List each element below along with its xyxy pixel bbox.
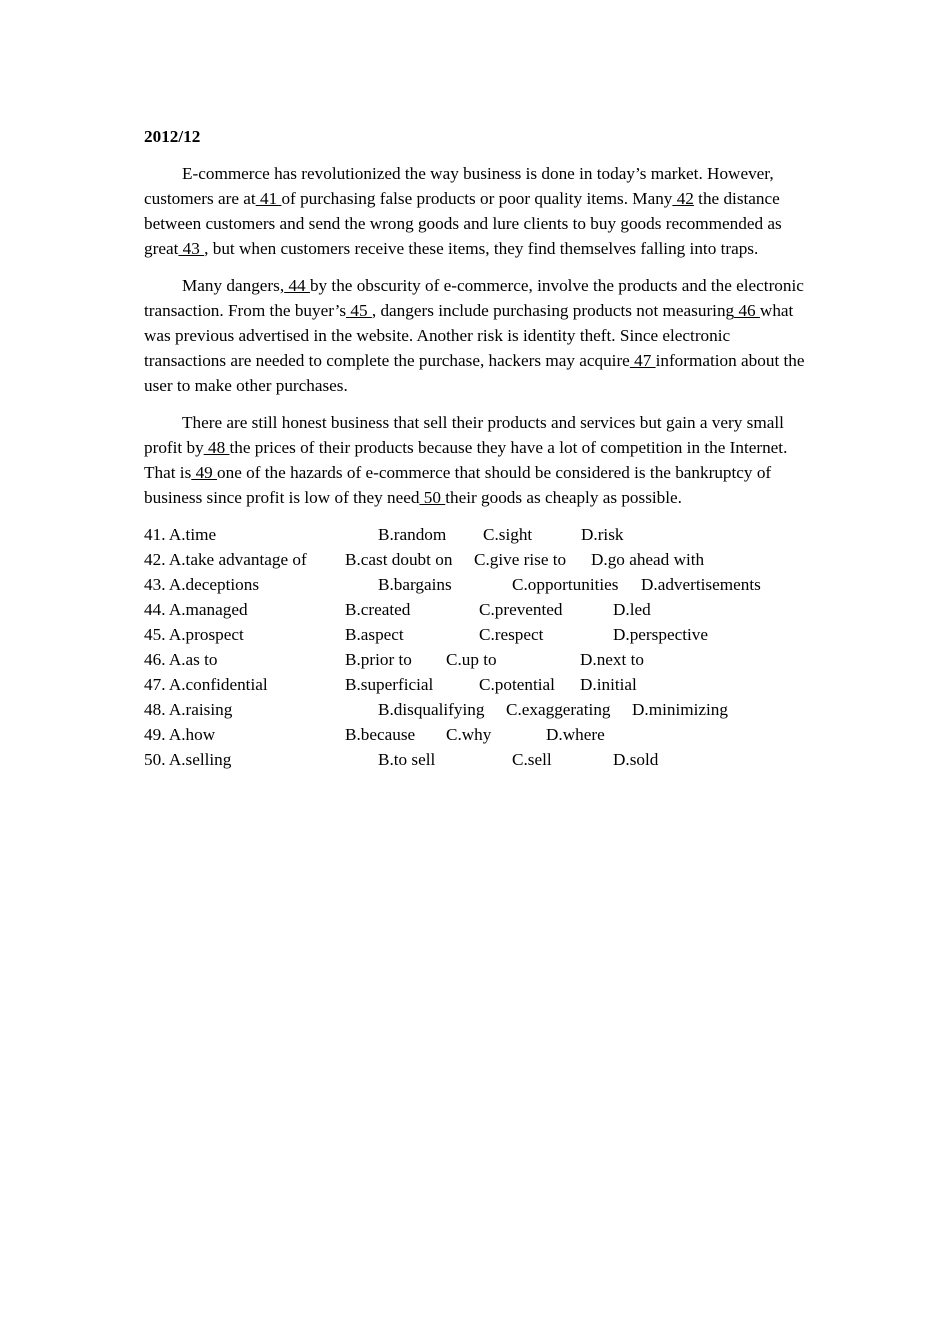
option-a: 46. A.as to <box>144 650 218 669</box>
option-a: 49. A.how <box>144 725 216 744</box>
blank-47: 47 <box>629 351 656 370</box>
option-row-50 <box>144 747 812 772</box>
option-d: D.sold <box>613 750 659 769</box>
option-d: D.perspective <box>613 625 708 644</box>
option-a: 43. A.deceptions <box>144 575 260 594</box>
text: , but when customers receive these items, they find themselves falling into traps. <box>204 239 759 258</box>
option-c: C.exaggerating <box>506 700 611 719</box>
option-a: 42. A.take advantage of <box>144 550 307 569</box>
option-a: 48. A.raising <box>144 700 233 719</box>
document-title: 2012/12 <box>144 127 201 146</box>
option-a: 50. A.selling <box>144 750 232 769</box>
option-row-45 <box>144 622 812 647</box>
option-b: B.prior to <box>345 650 412 669</box>
option-d: D.initial <box>580 675 637 694</box>
options-list <box>144 522 812 772</box>
text: one of the hazards of e-commerce that should be considered is the bankruptcy of business since profit is low of they need <box>144 463 772 507</box>
text: There are still honest business that sell their products and services but gain a very small profit by <box>144 413 784 457</box>
option-b: B.superficial <box>345 675 434 694</box>
option-b: B.cast doubt on <box>345 550 453 569</box>
text: information about the user to make other purchases. <box>144 351 805 395</box>
option-a: 41. A.time <box>144 525 217 544</box>
option-row-43 <box>144 572 812 597</box>
option-d: D.go ahead with <box>591 550 705 569</box>
option-c: C.respect <box>479 625 544 644</box>
text: by the obscurity of e-commerce, involve the products and the electronic transaction. From the buyer’s <box>144 276 804 320</box>
option-b: B.aspect <box>345 625 404 644</box>
option-b: B.disqualifying <box>378 700 485 719</box>
option-d: D.advertisements <box>641 575 761 594</box>
option-d: D.where <box>546 725 605 744</box>
option-a: 45. A.prospect <box>144 625 244 644</box>
option-row-41 <box>144 522 812 547</box>
option-d: D.led <box>613 600 651 619</box>
option-c: C.up to <box>446 650 497 669</box>
option-c: C.sight <box>483 525 533 544</box>
blank-41: 41 <box>255 189 282 208</box>
option-row-48 <box>144 697 812 722</box>
option-d: D.minimizing <box>632 700 728 719</box>
text: Many dangers, <box>182 276 285 295</box>
option-row-47 <box>144 672 812 697</box>
blank-48: 48 <box>203 438 230 457</box>
document-body <box>144 124 812 772</box>
option-c: C.give rise to <box>474 550 567 569</box>
blank-43: 43 <box>178 239 205 258</box>
option-b: B.because <box>345 725 416 744</box>
option-d: D.next to <box>580 650 644 669</box>
option-row-46 <box>144 647 812 672</box>
text: their goods as cheaply as possible. <box>445 488 682 507</box>
option-d: D.risk <box>581 525 624 544</box>
option-row-42 <box>144 547 812 572</box>
paragraph-1 <box>144 161 812 261</box>
blank-42: 42 <box>672 189 694 208</box>
text: , dangers include purchasing products not measuring <box>371 301 735 320</box>
option-b: B.created <box>345 600 411 619</box>
option-row-49 <box>144 722 812 747</box>
paragraph-3 <box>144 410 812 510</box>
blank-50: 50 <box>419 488 446 507</box>
option-a: 47. A.confidential <box>144 675 268 694</box>
option-b: B.random <box>378 525 447 544</box>
text: E-commerce has revolutionized the way business is done in today’s market. However, customers are at <box>144 164 774 208</box>
option-row-44 <box>144 597 812 622</box>
option-c: C.why <box>446 725 492 744</box>
paragraph-2 <box>144 273 812 398</box>
option-c: C.prevented <box>479 600 563 619</box>
option-b: B.to sell <box>378 750 436 769</box>
option-c: C.sell <box>512 750 552 769</box>
option-c: C.potential <box>479 675 555 694</box>
option-b: B.bargains <box>378 575 452 594</box>
blank-45: 45 <box>346 301 372 320</box>
option-a: 44. A.managed <box>144 600 248 619</box>
text: what was previous advertised in the website. Another risk is identity theft. Since electronic transactions are needed to complete the purchase, hackers may acquire <box>144 301 794 370</box>
text: the prices of their products because they have a lot of competition in the Internet. That is <box>144 438 788 482</box>
option-c: C.opportunities <box>512 575 619 594</box>
blank-44: 44 <box>284 276 310 295</box>
blank-46: 46 <box>734 301 760 320</box>
text: of purchasing false products or poor quality items. Many <box>281 189 673 208</box>
blank-49: 49 <box>191 463 218 482</box>
text: the distance between customers and send the wrong goods and lure clients to buy goods recommended as great <box>144 189 782 258</box>
